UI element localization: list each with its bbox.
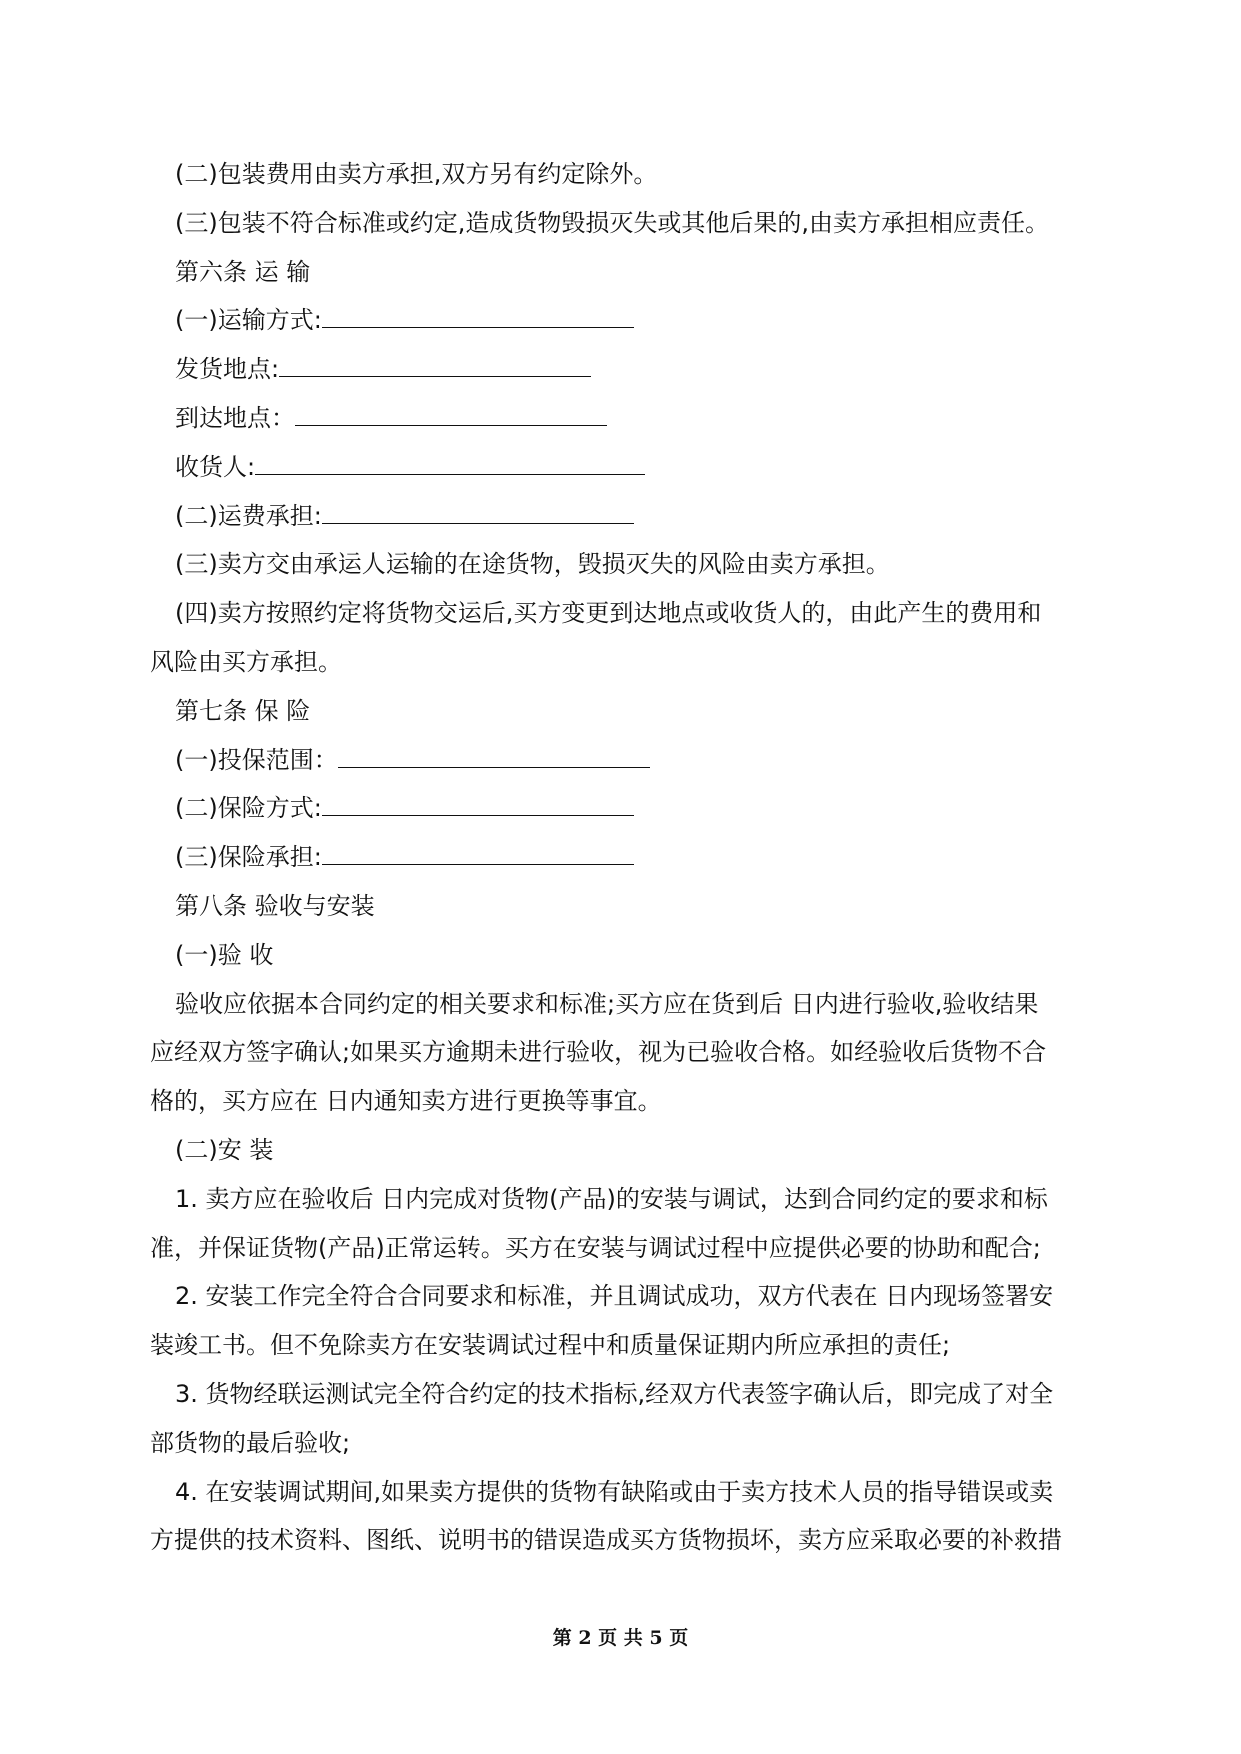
line-text: 1. 卖方应在验收后 日内完成对货物(产品)的安装与调试，达到合同约定的要求和标 [175,1184,1048,1213]
field-label: (一)运输方式: [175,306,322,335]
line-text: (三)卖方交由承运人运输的在途货物，毁损灭失的风险由卖方承担。 [175,550,890,579]
line-text: (三)包装不符合标准或约定,造成货物毁损灭失或其他后果的,由卖方承担相应责任。 [175,208,1049,237]
text-line [150,638,1096,687]
fill-in-blank [255,444,645,475]
line-text: (四)卖方按照约定将货物交运后,买方变更到达地点或收货人的，由此产生的费用和 [175,599,1042,628]
text-line [150,1468,1096,1517]
line-text: 装竣工书。但不免除卖方在安装调试过程中和质量保证期内所应承担的责任; [150,1331,951,1360]
text-line [150,1370,1096,1419]
line-text: 部货物的最后验收; [150,1428,351,1457]
fill-in-blank [322,493,634,524]
line-text: 第八条 验收与安装 [175,891,375,920]
field-label: (一)投保范围： [175,745,338,774]
text-line [150,1077,1096,1126]
field-label: (二)运费承担: [175,501,322,530]
line-text: 3. 货物经联运测试完全符合约定的技术指标,经双方代表签字确认后，即完成了对全 [175,1379,1054,1408]
line-text: 格的，买方应在 日内通知卖方进行更换等事宜。 [150,1087,662,1116]
field-label: 收货人: [175,452,256,481]
form-field-line [150,784,1096,833]
text-line [150,1516,1096,1565]
text-line [150,1175,1096,1224]
fill-in-blank [322,785,634,816]
text-line [150,589,1096,638]
text-line [150,150,1096,199]
section-heading [150,687,1096,736]
line-text: 验收应依据本合同约定的相关要求和标准;买方应在货到后 日内进行验收,验收结果 [175,989,1039,1018]
line-text: 第七条 保 险 [175,696,311,725]
section-heading [150,882,1096,931]
line-text: (二)包装费用由卖方承担,双方另有约定除外。 [175,160,658,188]
page-footer: 第 2 页 共 5 页 [552,1627,689,1649]
field-label: (三)保险承担: [175,843,322,872]
text-line [150,1419,1096,1468]
field-label: 发货地点: [175,355,280,384]
form-field-line [150,833,1096,882]
line-text: 方提供的技术资料、图纸、说明书的错误造成买方货物损坏，卖方应采取必要的补救措 [150,1526,1062,1555]
line-text: (一)验 收 [175,940,274,969]
line-text: (二)安 装 [175,1135,274,1164]
form-field-line [150,394,1096,443]
fill-in-blank [338,737,650,768]
line-text: 准，并保证货物(产品)正常运转。买方在安装与调试过程中应提供必要的协助和配合; [150,1233,1041,1262]
text-line [150,1272,1096,1321]
line-text: 风险由买方承担。 [150,647,342,676]
subsection-heading [150,931,1096,980]
form-field-line [150,345,1096,394]
text-line [150,1028,1096,1077]
text-line [150,980,1096,1029]
field-label: 到达地点： [175,403,295,432]
line-text: 4. 在安装调试期间,如果卖方提供的货物有缺陷或由于卖方技术人员的指导错误或卖 [175,1477,1054,1506]
fill-in-blank [295,395,607,426]
line-text: 应经双方签字确认;如果买方逾期未进行验收，视为已验收合格。如经验收后货物不合 [150,1038,1047,1067]
form-field-line [150,443,1096,492]
fill-in-blank [322,297,634,328]
form-field-line [150,492,1096,541]
form-field-line [150,296,1096,345]
section-heading [150,248,1096,297]
subsection-heading [150,1126,1096,1175]
field-label: (二)保险方式: [175,794,322,823]
contract-body [150,150,1096,1565]
line-text: 第六条 运 输 [175,257,311,286]
text-line [150,199,1096,248]
fill-in-blank [279,346,591,377]
form-field-line [150,736,1096,785]
line-text: 2. 安装工作完全符合合同要求和标准，并且调试成功，双方代表在 日内现场签署安 [175,1282,1054,1311]
text-line [150,1224,1096,1273]
text-line [150,540,1096,589]
fill-in-blank [322,834,634,865]
text-line [150,1321,1096,1370]
